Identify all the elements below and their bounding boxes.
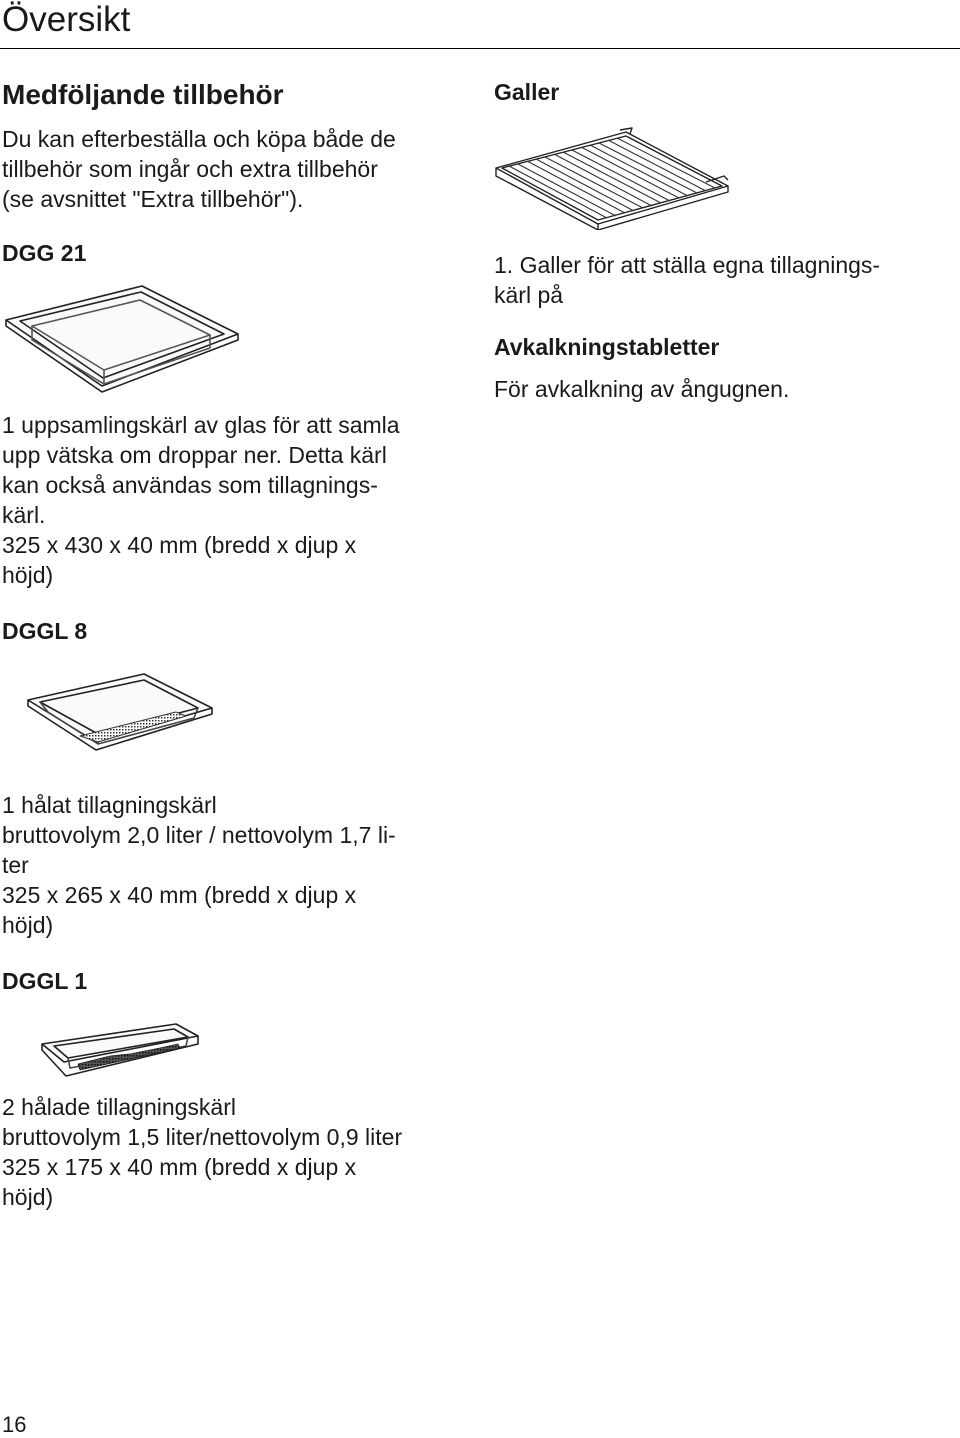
intro-line: (se avsnittet "Extra tillbehör"). xyxy=(2,186,304,212)
dggl1-line: höjd) xyxy=(2,1184,54,1210)
galler-heading: Galler xyxy=(494,79,560,105)
dggl1-line: 325 x 175 x 40 mm (bredd x djup x xyxy=(2,1154,357,1180)
galler-line: kärl på xyxy=(494,282,564,308)
dgg21-line: 325 x 430 x 40 mm (bredd x djup x xyxy=(2,532,357,558)
intro-line: Du kan efterbeställa och köpa både de xyxy=(2,126,396,152)
dggl8-line: höjd) xyxy=(2,912,54,938)
dggl8-line: bruttovolym 2,0 liter / nettovolym 1,7 li- xyxy=(2,822,396,848)
galler-line: 1. Galler för att ställa egna tillagnings- xyxy=(494,252,881,278)
dgg21-line: höjd) xyxy=(2,562,54,588)
dgg21-line: kärl. xyxy=(2,502,46,528)
descale-heading: Avkalkningstabletter xyxy=(494,334,720,360)
model-dggl1: DGGL 1 xyxy=(2,968,88,994)
intro-line: tillbehör som ingår och extra tillbehör xyxy=(2,156,378,182)
galler-description xyxy=(494,250,954,310)
perforated-pan-small-illustration xyxy=(40,1022,200,1084)
dggl1-line: bruttovolym 1,5 liter/nettovolym 0,9 liter xyxy=(2,1124,403,1150)
page-number: 16 xyxy=(2,1412,27,1437)
dgg21-line: kan också användas som tillagnings- xyxy=(2,472,378,498)
dggl1-description xyxy=(2,1092,482,1212)
page-title: Översikt xyxy=(2,0,131,39)
section-title: Medföljande tillbehör xyxy=(2,79,284,110)
model-dgg21: DGG 21 xyxy=(2,240,87,266)
dggl1-line: 2 hålade tillagningskärl xyxy=(2,1094,236,1120)
glass-pan-illustration xyxy=(2,282,242,394)
dgg21-description xyxy=(2,410,482,590)
rack-illustration xyxy=(492,124,732,230)
model-dggl8: DGGL 8 xyxy=(2,618,88,644)
dgg21-line: upp vätska om droppar ner. Detta kärl xyxy=(2,442,387,468)
title-rule xyxy=(0,48,960,49)
dggl8-line: 325 x 265 x 40 mm (bredd x djup x xyxy=(2,882,357,908)
intro-text xyxy=(2,124,482,214)
dggl8-line: 1 hålat tillagningskärl xyxy=(2,792,217,818)
dggl8-description xyxy=(2,790,482,940)
perforated-pan-illustration xyxy=(26,672,216,762)
dgg21-line: 1 uppsamlingskärl av glas för att samla xyxy=(2,412,400,438)
dggl8-line: ter xyxy=(2,852,29,878)
descale-description: För avkalkning av ångugnen. xyxy=(494,376,790,402)
